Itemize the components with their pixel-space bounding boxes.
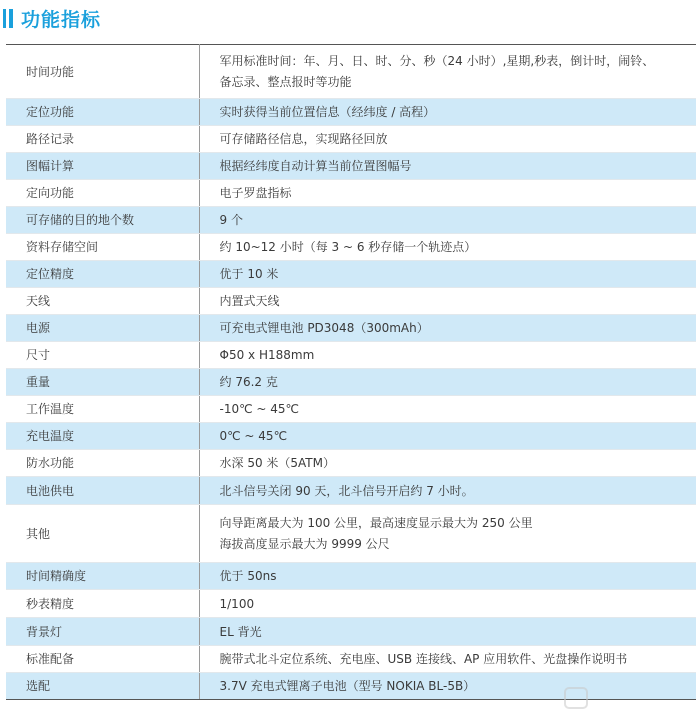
spec-row (6, 126, 696, 153)
spec-value-line: 北斗信号关闭 90 天，北斗信号开启约 7 小时。 (219, 483, 474, 498)
spec-row (6, 477, 696, 505)
spec-value (199, 505, 696, 563)
spec-label: 重量 (6, 369, 199, 396)
spec-label: 充电温度 (6, 423, 199, 450)
spec-value (199, 288, 696, 315)
spec-value-line: 可存储路径信息，实现路径回放 (219, 132, 388, 146)
spec-value-line: 0℃ ~ 45℃ (219, 429, 288, 443)
spec-label: 标准配备 (6, 646, 199, 673)
spec-row (6, 369, 696, 396)
spec-value-line: 水深 50 米（5ATM） (219, 456, 335, 470)
spec-label: 选配 (6, 673, 199, 700)
spec-row (6, 153, 696, 180)
spec-row (6, 207, 696, 234)
spec-label: 电池供电 (6, 477, 199, 505)
spec-label: 秒表精度 (6, 590, 199, 618)
spec-value (199, 180, 696, 207)
spec-value-line: 实时获得当前位置信息（经纬度 / 高程） (219, 105, 436, 119)
spec-value-line: 内置式天线 (219, 294, 280, 308)
spec-value (199, 342, 696, 369)
spec-value-line: -10℃ ~ 45℃ (219, 402, 300, 416)
spec-value (199, 99, 696, 126)
spec-value (199, 618, 696, 646)
spec-value (199, 423, 696, 450)
spec-value (199, 126, 696, 153)
spec-value-line: 根据经纬度自动计算当前位置图幅号 (219, 159, 412, 173)
spec-row (6, 342, 696, 369)
spec-label: 路径记录 (6, 126, 199, 153)
watermark-mark-icon (564, 687, 588, 709)
spec-value (199, 153, 696, 180)
spec-label: 资料存储空间 (6, 234, 199, 261)
spec-row (6, 288, 696, 315)
spec-value (199, 396, 696, 423)
spec-label: 时间精确度 (6, 563, 199, 590)
spec-row (6, 396, 696, 423)
spec-value-line: 腕带式北斗定位系统、充电座、USB 连接线、AP 应用软件、光盘操作说明书 (219, 652, 628, 666)
spec-row (6, 234, 696, 261)
spec-value (199, 234, 696, 261)
section-title: 功能指标 (21, 8, 102, 31)
spec-label: 背景灯 (6, 618, 199, 646)
spec-value (199, 369, 696, 396)
spec-value-line: 海拔高度显示最大为 9999 公尺 (219, 536, 390, 551)
spec-value-line: 向导距离最大为 100 公里，最高速度显示最大为 250 公里 (219, 515, 533, 530)
spec-label: 电源 (6, 315, 199, 342)
spec-value (199, 563, 696, 590)
spec-value-line: 约 76.2 克 (219, 375, 278, 389)
spec-value-line: 备忘录、整点报时等功能 (219, 74, 352, 89)
spec-value (199, 207, 696, 234)
spec-row (6, 180, 696, 207)
spec-value (199, 315, 696, 342)
spec-label: 时间功能 (6, 45, 199, 99)
spec-label: 可存储的目的地个数 (6, 207, 199, 234)
spec-label: 定向功能 (6, 180, 199, 207)
spec-value-line: 军用标准时间：年、月、日、时、分、秒（24 小时）,星期,秒表，倒计时，闹铃、 (219, 53, 655, 68)
spec-row (6, 261, 696, 288)
spec-row (6, 590, 696, 618)
spec-label: 工作温度 (6, 396, 199, 423)
spec-value (199, 261, 696, 288)
spec-value-line: EL 背光 (219, 624, 262, 639)
heading-bars-icon (3, 9, 13, 28)
spec-value-line: 可充电式锂电池 PD3048（300mAh） (219, 321, 429, 335)
spec-row (6, 99, 696, 126)
section-heading (3, 4, 101, 32)
spec-value (199, 646, 696, 673)
spec-label: 防水功能 (6, 450, 199, 477)
spec-row (6, 450, 696, 477)
spec-value-line: 9 个 (219, 213, 243, 227)
spec-row (6, 618, 696, 646)
spec-row (6, 423, 696, 450)
spec-row (6, 646, 696, 673)
spec-value-line: 优于 10 米 (219, 267, 279, 281)
spec-value-line: 优于 50ns (219, 569, 277, 583)
spec-value-line: 约 10~12 小时（每 3 ~ 6 秒存储一个轨迹点） (219, 240, 477, 254)
watermark-logo (564, 685, 694, 711)
spec-table (6, 44, 696, 700)
spec-label: 定位功能 (6, 99, 199, 126)
spec-label: 图幅计算 (6, 153, 199, 180)
spec-value (199, 450, 696, 477)
spec-value-line: 电子罗盘指标 (219, 186, 292, 200)
spec-value-line: 1/100 (219, 596, 255, 611)
spec-value (199, 477, 696, 505)
spec-row (6, 563, 696, 590)
spec-label: 其他 (6, 505, 199, 563)
spec-value (199, 590, 696, 618)
spec-value-line: Φ50 x H188mm (219, 348, 315, 362)
spec-row (6, 45, 696, 99)
spec-label: 定位精度 (6, 261, 199, 288)
spec-value (199, 45, 696, 99)
spec-row (6, 315, 696, 342)
spec-row (6, 505, 696, 563)
spec-label: 天线 (6, 288, 199, 315)
spec-label: 尺寸 (6, 342, 199, 369)
spec-value-line: 3.7V 充电式锂离子电池（型号 NOKIA BL-5B） (219, 679, 476, 693)
